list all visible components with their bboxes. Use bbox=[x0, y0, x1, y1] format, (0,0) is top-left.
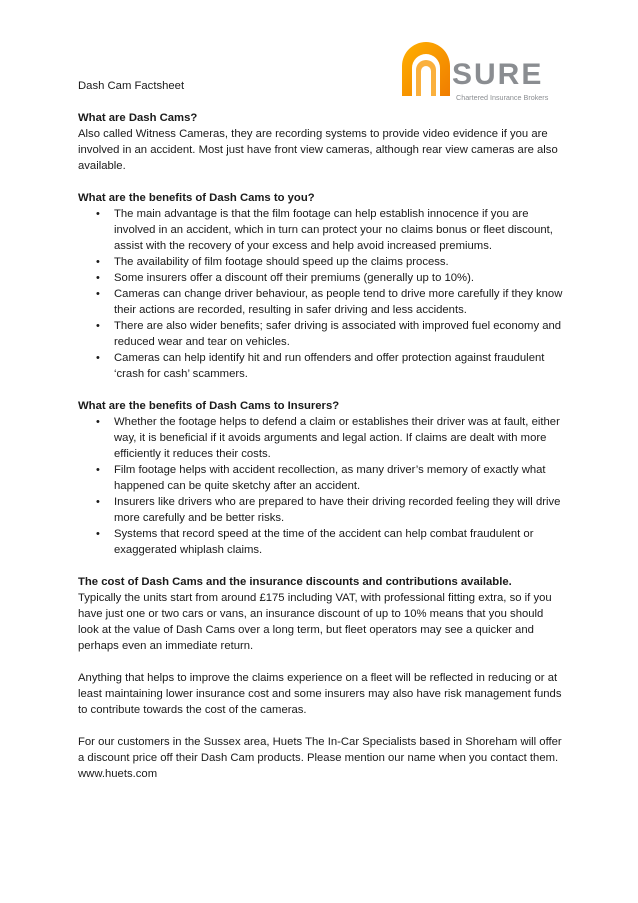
section-heading-cost: The cost of Dash Cams and the insurance discounts and contributions available. bbox=[78, 576, 512, 588]
section-heading-benefits-to-insurers: What are the benefits of Dash Cams to Insurers? bbox=[78, 400, 340, 412]
list-item: • Some insurers offer a discount off their premiums (generally up to 10%). bbox=[114, 270, 566, 286]
list-item: • There are also wider benefits; safer driving is associated with improved fuel economy and reduced wear and tear on vehicles. bbox=[114, 318, 566, 350]
paragraph-sussex-customers: For our customers in the Sussex area, Huets The In-Car Specialists based in Shoreham will offer a discount price off their Dash Cam products. Please mention our name when you contact them. www.huets.com bbox=[78, 736, 562, 780]
list-item: • The main advantage is that the film footage can help establish innocence if you are involved in an accident, which in turn can protect your no claims bonus or fleet discount, assist with the recovery of your excess and help avoid increased premiums. bbox=[114, 206, 566, 254]
list-item: • Film footage helps with accident recollection, as many driver’s memory of exactly what happened can be quite sketchy after an accident. bbox=[114, 462, 566, 494]
list-item: • Insurers like drivers who are prepared to have their driving recorded feeling they will drive more carefully and be better risks. bbox=[114, 494, 566, 526]
list-item: • The availability of film footage should speed up the claims process. bbox=[114, 254, 566, 270]
document-title: Dash Cam Factsheet bbox=[78, 80, 185, 92]
list-item: • Cameras can change driver behaviour, as people tend to drive more carefully if they know their actions are recorded, resulting in safer driving and less accidents. bbox=[114, 286, 566, 318]
section-heading-what-are-dash-cams: What are Dash Cams? bbox=[78, 112, 198, 124]
list-item: • Systems that record speed at the time of the accident can help combat fraudulent or exaggerated whiplash claims. bbox=[114, 526, 566, 558]
document-body bbox=[78, 78, 566, 798]
paragraph-claims-experience: Anything that helps to improve the claims experience on a fleet will be reflected in reducing or at least maintaining lower insurance cost and some insurers may also have risk management funds to contribute towards the cost of the cameras. bbox=[78, 672, 562, 716]
logo-brand-name: SURE bbox=[452, 58, 544, 91]
section-body-what-are-dash-cams: Also called Witness Cameras, they are recording systems to provide video evidence if you are involved in an accident. Most just have front view cameras, although rear view cameras are also available. bbox=[78, 128, 558, 172]
section-heading-benefits-to-you: What are the benefits of Dash Cams to you? bbox=[78, 192, 315, 204]
section-body-cost: Typically the units start from around £175 including VAT, with professional fitting extra, so if you have just one or two cars or vans, an insurance discount of up to 10% means that you should look at the value of Dash Cams over a long term, but fleet operators may see a quicker and perhaps even an immediate return. bbox=[78, 592, 552, 652]
list-item: • Cameras can help identify hit and run offenders and offer protection against fraudulent ‘crash for cash’ scammers. bbox=[114, 350, 566, 382]
list-item: • Whether the footage helps to defend a claim or establishes their driver was at fault, either way, it is beneficial if it avoids arguments and legal action. If claims are dealt with more efficiently it reduces their costs. bbox=[114, 414, 566, 462]
logo-tagline: Chartered Insurance Brokers bbox=[456, 93, 549, 102]
benefits-to-insurers-list bbox=[78, 414, 566, 558]
benefits-to-you-list bbox=[78, 206, 566, 382]
